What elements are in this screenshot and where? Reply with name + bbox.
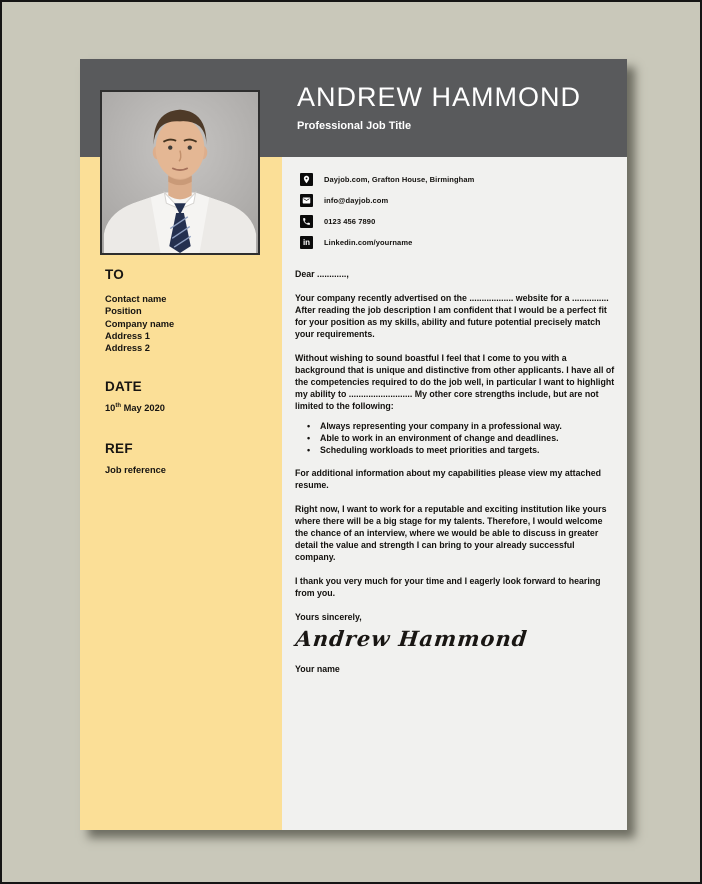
portrait-illustration xyxy=(102,92,258,253)
paragraph-intro: Your company recently advertised on the .................. website for a ............... After reading the job description I am confident that I would be a perfect fit for your position as my skills, ability and future potential precisely match your requirements. xyxy=(295,293,609,339)
contact-address-text: Dayjob.com, Grafton House, Birmingham xyxy=(324,175,475,184)
recipient-address1: Address 1 xyxy=(105,330,150,341)
contact-row-email xyxy=(300,194,627,207)
bullet-item: • Always representing your company in a professional way. xyxy=(295,420,617,432)
recipient-position: Position xyxy=(105,306,142,317)
to-heading: TO xyxy=(105,267,125,282)
date-month-year: May 2020 xyxy=(121,403,165,414)
recipient-address2: Address 2 xyxy=(105,343,150,354)
ref-value: Job reference xyxy=(105,464,166,475)
contact-row-address xyxy=(300,173,627,186)
profile-photo xyxy=(100,90,260,255)
location-icon xyxy=(300,173,313,186)
contact-phone-text: 0123 456 7890 xyxy=(324,217,376,226)
signature: Andrew Hammond xyxy=(294,625,529,651)
date-value xyxy=(105,403,264,413)
ref-heading: REF xyxy=(105,440,133,456)
date-ordinal: th xyxy=(115,403,122,410)
bullet-item: • Scheduling workloads to meet priorities and targets. xyxy=(295,444,617,456)
recipient-list xyxy=(105,293,264,354)
letter-body xyxy=(295,268,617,675)
contact-row-linkedin xyxy=(300,236,627,249)
contact-row-phone xyxy=(300,215,627,228)
paragraph-strengths: Without wishing to sound boastful I feel that I come to you with a background that is unique and distinctive from other applicants. I have all of the competencies required to do the job well, in particular I want to highlight my ability to .......................... My other core strengths include, but are not limited to the following: xyxy=(295,353,615,411)
contact-email-text: info@dayjob.com xyxy=(324,196,389,205)
bullet-item: • Able to work in an environment of change and deadlines. xyxy=(295,432,617,444)
phone-icon xyxy=(300,215,313,228)
name-placeholder: Your name xyxy=(295,663,340,674)
linkedin-glyph: in xyxy=(302,238,311,247)
letter-column xyxy=(282,157,627,830)
recipient-company: Company name xyxy=(105,318,175,329)
salutation: Dear ............, xyxy=(295,269,349,279)
date-heading: DATE xyxy=(105,379,142,395)
email-icon xyxy=(300,194,313,207)
bullet-list xyxy=(295,420,617,457)
recipient-contact-name: Contact name xyxy=(105,294,167,304)
cover-letter-page xyxy=(80,59,627,830)
closing: Yours sincerely, xyxy=(295,611,362,622)
paragraph-resume: For additional information about my capabilities please view my attached resume. xyxy=(295,467,602,490)
sidebar xyxy=(80,157,282,830)
date-day: 10 xyxy=(105,403,116,414)
name-block xyxy=(297,82,581,132)
job-title: Professional Job Title xyxy=(297,120,412,132)
paragraph-thanks: I thank you very much for your time and I eagerly look forward to hearing from you. xyxy=(295,575,601,598)
contact-list xyxy=(282,157,627,249)
candidate-name: ANDREW HAMMOND xyxy=(297,82,581,112)
contact-linkedin-text: Linkedin.com/yourname xyxy=(324,238,413,247)
linkedin-icon xyxy=(300,236,313,249)
paragraph-interview: Right now, I want to work for a reputable and exciting institution like yours where there will be a big stage for my talents. Therefore, I would welcome the chance of an interview, where we would be able to discuss in greater detail the value and strength I can bring to your already successful company. xyxy=(295,503,607,562)
